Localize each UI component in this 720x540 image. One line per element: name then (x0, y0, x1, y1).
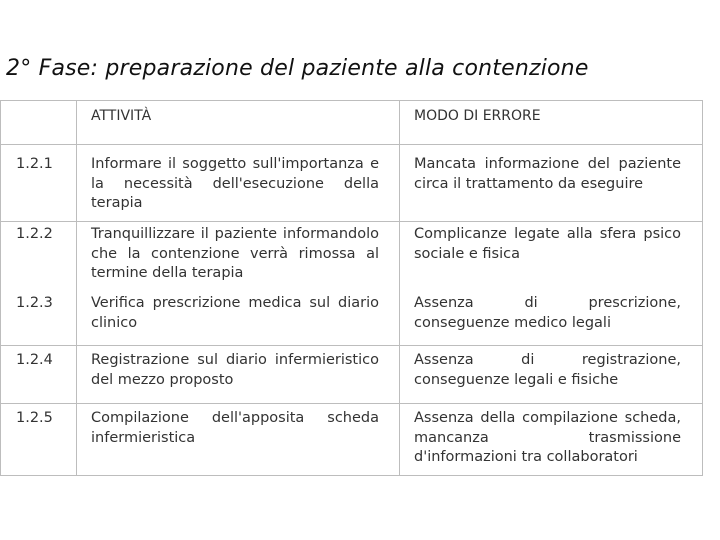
row-divider (0, 345, 703, 346)
error-mode-cell: Assenza di registrazione, conseguenze legali e fisiche (414, 352, 681, 388)
activity-cell: Registrazione sul diario infermieristico del mezzo proposto (91, 352, 379, 388)
row-divider (0, 144, 703, 145)
header-error-mode: MODO DI ERRORE (414, 108, 541, 124)
row-divider (0, 403, 703, 404)
error-mode-cell: Assenza di prescrizione, conseguenze medico legali (414, 295, 681, 331)
row-divider (0, 221, 703, 222)
table-border-right (702, 101, 703, 475)
activity-cell: Verifica prescrizione medica sul diario clinico (91, 295, 379, 331)
error-mode-cell: Assenza della compilazione scheda, mancanza trasmissione d'informazioni tra collaboratori (414, 410, 681, 465)
error-mode-table (0, 100, 703, 476)
row-id: 1.2.2 (16, 226, 53, 242)
column-divider-2 (399, 101, 400, 475)
activity-cell: Compilazione dell'apposita scheda infermieristica (91, 410, 379, 446)
activity-cell: Informare il soggetto sull'importanza e la necessità dell'esecuzione della terapia (91, 156, 379, 211)
row-id: 1.2.3 (16, 295, 53, 311)
row-id: 1.2.4 (16, 352, 53, 368)
column-divider-1 (76, 101, 77, 475)
activity-cell: Tranquillizzare il paziente informandolo che la contenzione verrà rimossa al termine della terapia (91, 226, 379, 281)
table-border-left (0, 101, 1, 475)
error-mode-cell: Complicanze legate alla sfera psico sociale e fisica (414, 226, 681, 262)
row-id: 1.2.1 (16, 156, 53, 172)
header-activity: ATTIVITÀ (91, 108, 152, 124)
error-mode-cell: Mancata informazione del paziente circa il trattamento da eseguire (414, 156, 681, 192)
page-title: 2° Fase: preparazione del paziente alla contenzione (6, 56, 589, 81)
row-id: 1.2.5 (16, 410, 53, 426)
